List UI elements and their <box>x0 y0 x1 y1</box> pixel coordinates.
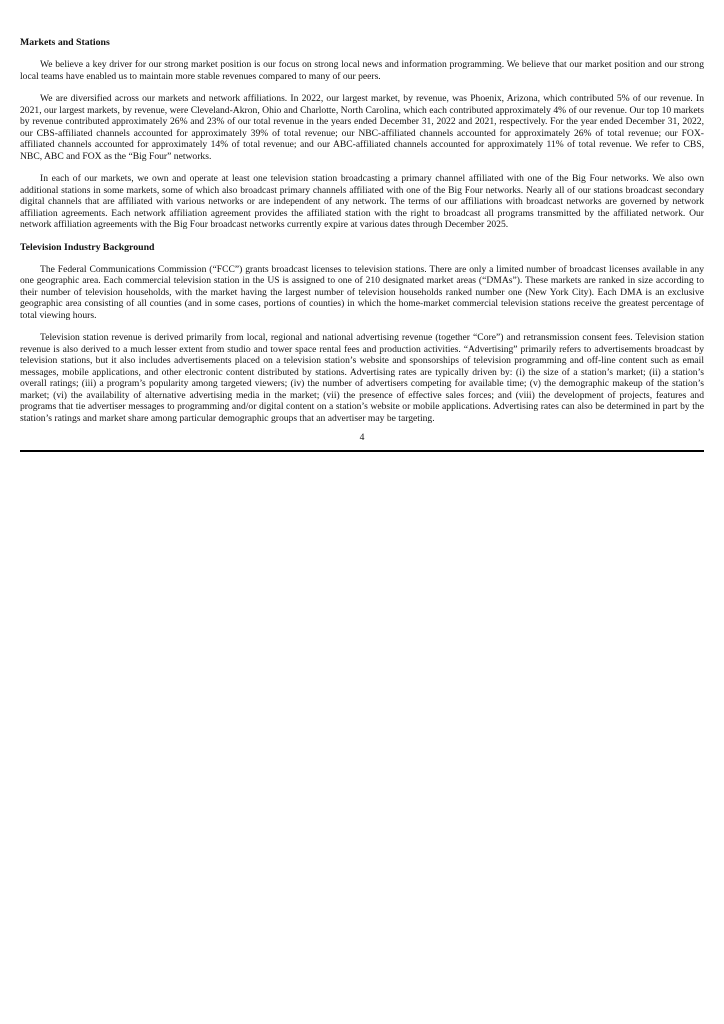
paragraph: In each of our markets, we own and operate at least one television station broadcasting a primary channel affiliated with one of the Big Four networks. We also own additional stations in some markets, some of which also broadcast primary channels affiliated with one of the Big Four networks. Nearly all of our stations broadcast secondary digital channels that are affiliated with various networks or are independent of any network. The terms of our affiliations with broadcast networks are governed by network affiliation agreements. Each network affiliation agreement provides the affiliated station with the right to broadcast all programs transmitted by the affiliated network. Our network affiliation agreements with the Big Four broadcast networks currently expire at various dates through December 2025. <box>20 173 704 230</box>
paragraph: We believe a key driver for our strong market position is our focus on strong local news and information programming. We believe that our market position and our strong local teams have enabled us to maintain more stable revenues compared to many of our peers. <box>20 59 704 82</box>
section-heading-markets-and-stations: Markets and Stations <box>20 37 110 48</box>
paragraph: We are diversified across our markets and network affiliations. In 2022, our largest market, by revenue, was Phoenix, Arizona, which contributed 5% of our revenue. In 2021, our largest markets, by revenue, were Cleveland-Akron, Ohio and Charlotte, North Carolina, which each contributed approximately 4% of our revenue. Our top 10 markets by revenue contributed approximately 26% and 23% of our total revenue in the years ended December 31, 2022 and 2021, respectively. For the year ended December 31, 2022, our CBS-affiliated channels accounted for approximately 39% of total revenue; our NBC-affiliated channels accounted for approximately 26% of total revenue; our FOX-affiliated channels accounted for approximately 14% of total revenue; and our ABC-affiliated channels accounted for approximately 11% of total revenue. We refer to CBS, NBC, ABC and FOX as the “Big Four” networks. <box>20 93 704 162</box>
paragraph: Television station revenue is derived primarily from local, regional and national advertising revenue (together “Core”) and retransmission consent fees. Television station revenue is also derived to a much lesser extent from studio and tower space rental fees and production activities. “Advertising” primarily refers to advertisements broadcast by television stations, but it also includes advertisements placed on a television station’s website and sponsorships of television programming and off-line content such as email messages, mobile applications, and other electronic content distributed by stations. Advertising rates are typically driven by: (i) the size of a station’s market; (ii) a station’s overall ratings; (iii) a program’s popularity among targeted viewers; (iv) the number of advertisers competing for available time; (v) the demographic makeup of the station’s market; (vi) the availability of alternative advertising media in the market; (vii) the presence of effective sales forces; and (viii) the development of projects, features and programs that tie advertiser messages to programming and/or digital content on a station’s website or mobile applications. Advertising rates can also be determined in part by the station’s ratings and market share among particular demographic groups that an advertiser may be targeting. <box>20 332 704 424</box>
section-heading-television-industry-background: Television Industry Background <box>20 241 155 253</box>
document-page <box>20 37 704 452</box>
paragraph: The Federal Communications Commission (“FCC”) grants broadcast licenses to television stations. There are only a limited number of broadcast licenses available in any one geographic area. Each commercial television station in the US is assigned to one of 210 designated market areas (“DMAs”). These markets are ranked in size according to their number of television households, with the market having the largest number of television households ranked number one (New York City). Each DMA is an exclusive geographic area consisting of all counties (and in some cases, portions of counties) in which the home-market commercial television stations receive the greatest percentage of total viewing hours. <box>20 263 704 321</box>
page-divider <box>20 450 704 452</box>
page-number: 4 <box>359 432 365 443</box>
